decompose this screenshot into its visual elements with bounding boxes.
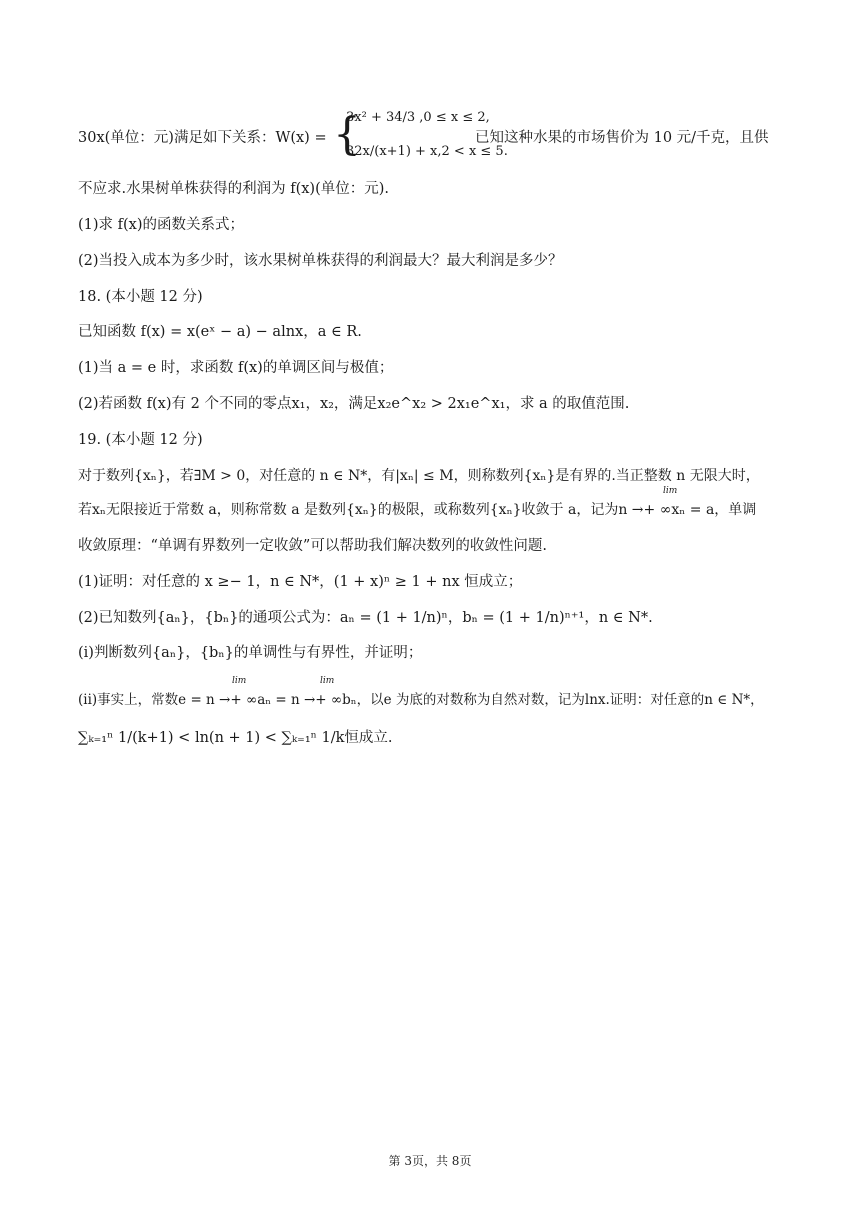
piecewise-case-2: 32x/(x+1) + x,2 < x ≤ 5.	[346, 144, 508, 159]
q19-stem-2: 若xₙ无限接近于常数 a，则称常数 a 是数列{xₙ}的极限，或称数列{xₙ}收敛于 a，记为n →+ ∞xₙ = a，单调	[78, 502, 757, 518]
q19-part-2-i: (i)判断数列{aₙ}，{bₙ}的单调性与有界性，并证明；	[78, 645, 423, 661]
page-footer: 第 3页，共 8页	[388, 1154, 472, 1168]
lim-label-2: lim	[232, 676, 247, 686]
q19-stem-3: 收敛原理：“单调有界数列一定收敛”可以帮助我们解决数列的收敛性问题.	[78, 538, 547, 554]
piecewise-case-1: 3x² + 34/3 ,0 ≤ x ≤ 2,	[346, 110, 490, 125]
q19-stem-1: 对于数列{xₙ}，若∃M > 0，对任意的 n ∈ N*，有|xₙ| ≤ M，则称数列{xₙ}是有界的.当正整数 n 无限大时，	[78, 468, 760, 484]
q19-part-2-ii: (ii)事实上，常数e = n →+ ∞aₙ = n →+ ∞bₙ，以e 为底的对数称为自然对数，记为lnx.证明：对任意的n ∈ N*，	[78, 692, 764, 708]
lim-label-1: lim	[663, 486, 678, 496]
q18-part-2: (2)若函数 f(x)有 2 个不同的零点x₁，x₂，满足x₂e^x₂ > 2x₁e^x₁，求 a 的取值范围.	[78, 396, 630, 412]
q19-header: 19. (本小题 12 分)	[78, 432, 203, 448]
q18-header: 18. (本小题 12 分)	[78, 289, 203, 305]
q19-part-2: (2)已知数列{aₙ}，{bₙ}的通项公式为：aₙ = (1 + 1/n)ⁿ，bₙ = (1 + 1/n)ⁿ⁺¹，n ∈ N*.	[78, 610, 653, 626]
lim-label-3: lim	[320, 676, 335, 686]
q17-part-1: (1)求 f(x)的函数关系式；	[78, 217, 245, 233]
q19-part-2-ii-inequality: ∑ₖ₌₁ⁿ 1/(k+1) < ln(n + 1) < ∑ₖ₌₁ⁿ 1/k恒成立.	[78, 730, 393, 746]
q17-line-2: 不应求.水果树单株获得的利润为 f(x)(单位：元).	[78, 181, 389, 197]
q17-intro-prefix: 30x(单位：元)满足如下关系：W(x) =	[78, 130, 327, 146]
piecewise-brace: {	[333, 109, 361, 160]
q19-part-1: (1)证明：对任意的 x ≥− 1，n ∈ N*，(1 + x)ⁿ ≥ 1 + nx 恒成立；	[78, 574, 523, 590]
q17-part-2: (2)当投入成本为多少时，该水果树单株获得的利润最大？最大利润是多少？	[78, 253, 563, 269]
q18-part-1: (1)当 a = e 时，求函数 f(x)的单调区间与极值；	[78, 360, 394, 376]
q17-intro-suffix: 已知这种水果的市场售价为 10 元/千克，且供	[475, 130, 769, 146]
q18-stem: 已知函数 f(x) = x(eˣ − a) − alnx，a ∈ R.	[78, 324, 362, 340]
